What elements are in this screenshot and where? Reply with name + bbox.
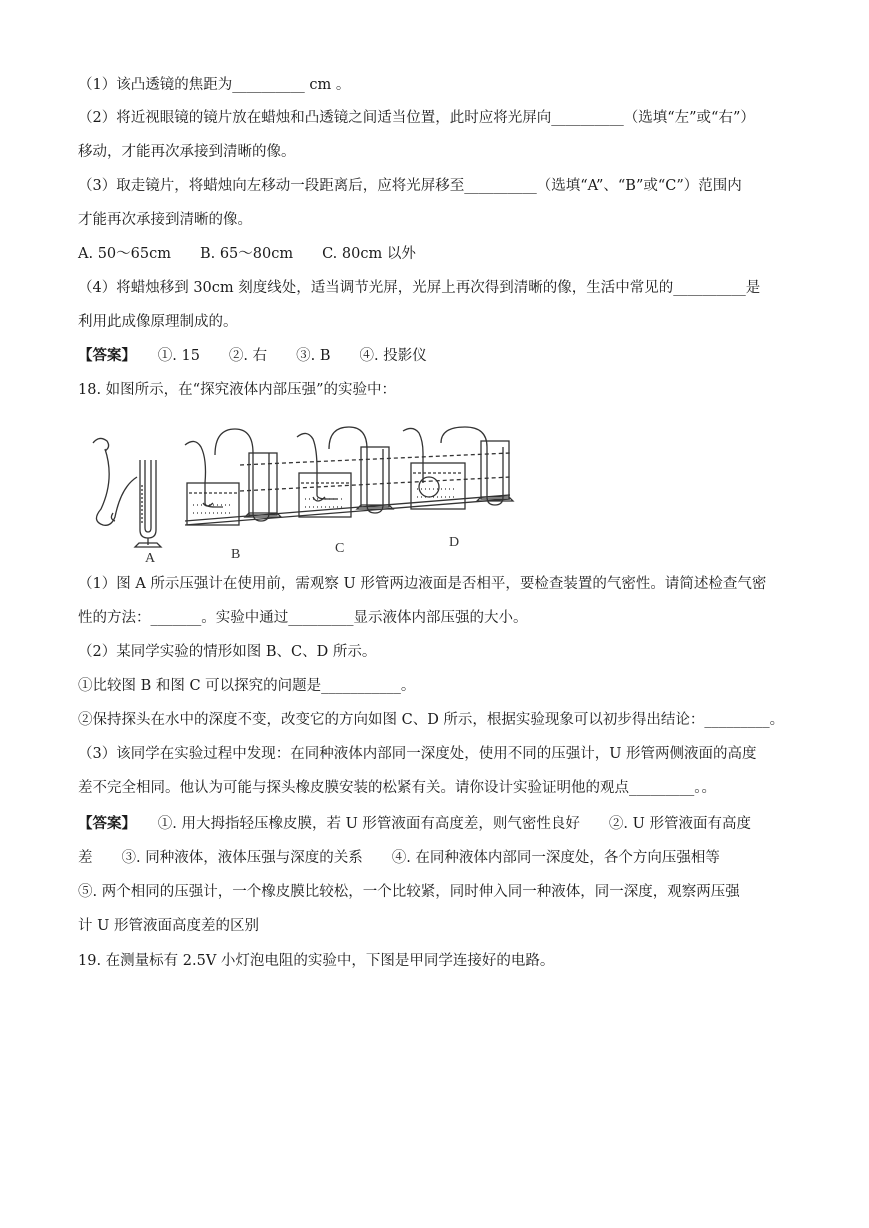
q17-part3-line1: （3）取走镜片，将蜡烛向左移动一段距离后，应将光屏移至__________（选填“A”、“B”或“C”）范围内: [78, 178, 742, 194]
q18-part1-line1: （1）图 A 所示压强计在使用前，需观察 U 形管两边液面是否相平，要检查装置的气密性。请简述检查气密: [78, 576, 767, 592]
q18-answer-line2: 差 ③. 同种液体，液体压强与深度的关系 ④. 在同种液体内部同一深度处，各个方向压强相等: [78, 850, 720, 866]
q18-answer-line4: 计 U 形管液面高度差的区别: [78, 918, 259, 934]
pressure-experiment-figure: [85, 425, 515, 570]
answer-label: 【答案】: [78, 347, 129, 364]
figure-label-d: D: [449, 535, 460, 550]
q17-part1: （1）该凸透镜的焦距为__________ cm 。: [78, 77, 351, 93]
q18-part2: （2）某同学实验的情形如图 B、C、D 所示。: [78, 644, 377, 660]
q17-part3-line2: 才能再次承接到清晰的像。: [78, 212, 252, 228]
figure-label-a: A: [145, 551, 156, 566]
q18-answer-text1: ①. 用大拇指轻压橡皮膜，若 U 形管液面有高度差，则气密性良好 ②. U 形管液面有高度: [128, 816, 751, 832]
q19-title: 19. 在测量标有 2.5V 小灯泡电阻的实验中，下图是甲同学连接好的电路。: [78, 953, 555, 969]
answer-label: 【答案】: [78, 815, 129, 832]
q17-part4-line2: 利用此成像原理制成的。: [78, 314, 238, 330]
q18-part2-item1: ①比较图 B 和图 C 可以探究的问题是___________。: [78, 678, 416, 694]
q18-answer-line1: [78, 814, 789, 834]
q18-part3-line1: （3）该同学在实验过程中发现：在同种液体内部同一深度处，使用不同的压强计，U 形管两侧液面的高度: [78, 746, 757, 762]
q17-options: A. 50～65cm B. 65～80cm C. 80cm 以外: [78, 246, 416, 262]
q18-title: 18. 如图所示，在“探究液体内部压强”的实验中：: [78, 382, 396, 398]
q17-part2-line2: 移动，才能再次承接到清晰的像。: [78, 144, 296, 160]
q18-part1-line2: 性的方法：_______。实验中通过_________显示液体内部压强的大小。: [78, 610, 528, 626]
q17-answer: [78, 346, 789, 366]
q18-part3-line2: 差不完全相同。他认为可能与探头橡皮膜安装的松紧有关。请你设计实验证明他的观点_________。。: [78, 780, 716, 796]
q18-part2-item2: ②保持探头在水中的深度不变，改变它的方向如图 C、D 所示，根据实验现象可以初步得出结论：_________。: [78, 712, 785, 728]
q17-answer-text: ①. 15 ②. 右 ③. B ④. 投影仪: [128, 348, 427, 364]
figure-label-c: C: [335, 541, 345, 556]
q17-part4-line1: （4）将蜡烛移到 30cm 刻度线处，适当调节光屏，光屏上再次得到清晰的像，生活中常见的__________是: [78, 280, 761, 296]
q17-part2-line1: （2）将近视眼镜的镜片放在蜡烛和凸透镜之间适当位置，此时应将光屏向__________（选填“左”或“右”）: [78, 110, 755, 126]
figure-label-b: B: [231, 547, 241, 562]
q18-answer-line3: ⑤. 两个相同的压强计，一个橡皮膜比较松，一个比较紧，同时伸入同一种液体，同一深度，观察两压强: [78, 884, 740, 900]
